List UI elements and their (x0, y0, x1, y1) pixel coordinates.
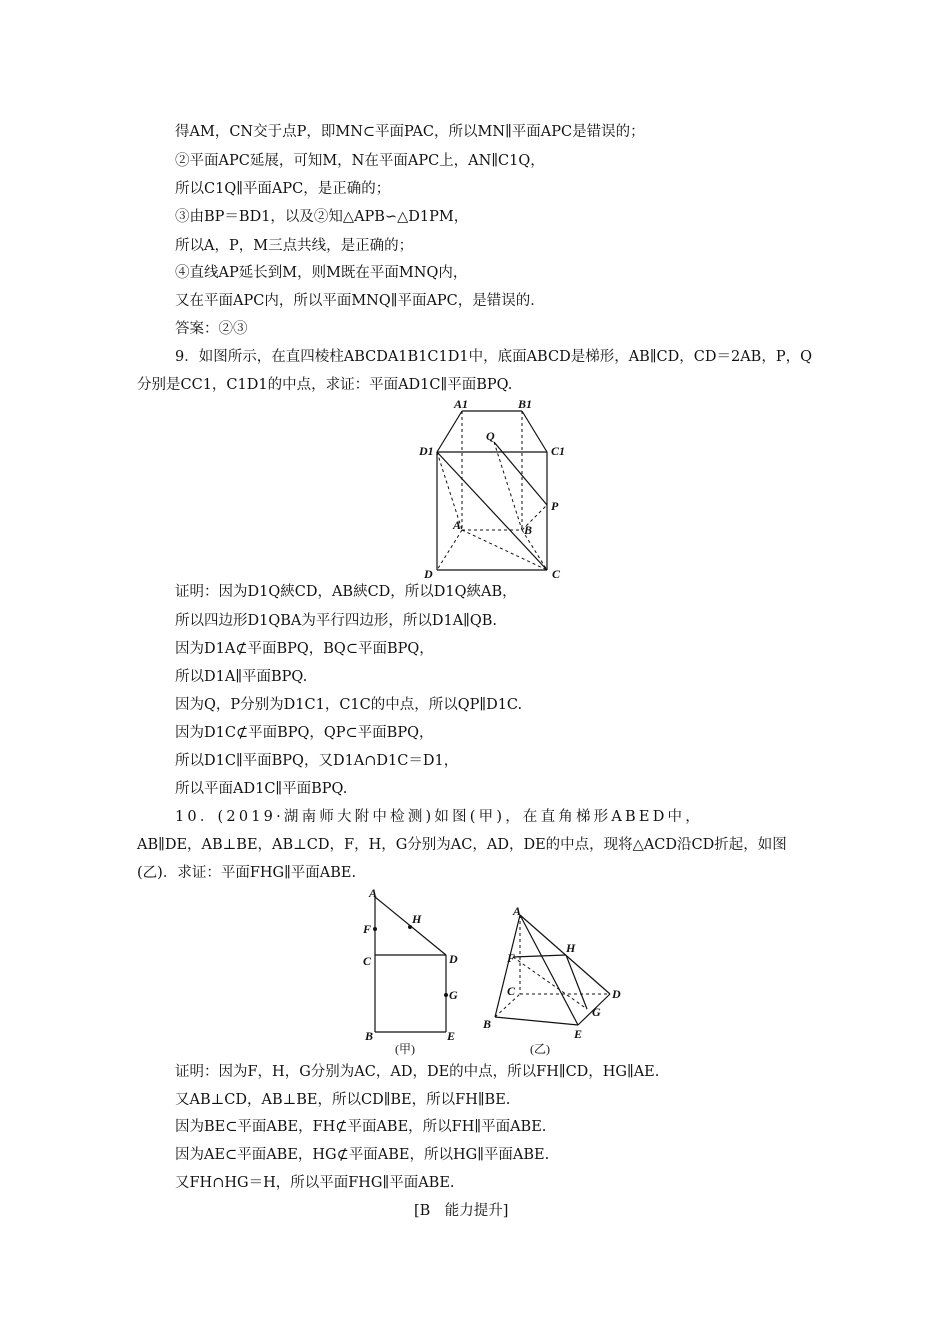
question-10-line-2: AB∥DE，AB⊥BE，AB⊥CD，F，H，G分别为AC，AD，DE的中点，现将△ACD沿CD折起，如图 (137, 837, 787, 853)
proof-9-line-5: 因为Q，P分别为D1C1，C1C的中点，所以QP∥D1C. (175, 697, 523, 713)
caption-yi: (乙) (530, 1042, 550, 1056)
answer-line: 答案：②③ (175, 321, 248, 337)
label-B: B (524, 523, 533, 537)
figure-prism (410, 392, 590, 584)
text-line-7: 又在平面APC内，所以平面MNQ∥平面APC，是错误的． (175, 293, 545, 309)
figure-trapezoid-fold (355, 885, 635, 1057)
label-D1: D1 (419, 444, 434, 458)
proof-10-line-5: 又FH∩HG＝H，所以平面FHG∥平面ABE. (175, 1175, 455, 1191)
section-heading: [B 能力提升] (414, 1203, 509, 1219)
proof-10-line-2: 又AB⊥CD，AB⊥BE，所以CD∥BE，所以FH∥BE. (175, 1092, 511, 1108)
left-label-E: E (447, 1029, 456, 1043)
right-label-B: B (483, 1017, 492, 1031)
label-C1: C1 (551, 444, 566, 458)
right-label-G: G (592, 1005, 601, 1019)
left-label-D: D (449, 952, 458, 966)
proof-9-line-2: 所以四边形D1QBA为平行四边形，所以D1A∥QB. (175, 613, 498, 629)
label-Q: Q (486, 429, 495, 443)
proof-9-line-8: 所以平面AD1C∥平面BPQ. (175, 781, 348, 797)
label-D: D (424, 567, 433, 581)
text-line-3: 所以C1Q∥平面APC，是正确的； (175, 181, 391, 197)
proof-10-line-1: 证明：因为F，H，G分别为AC，AD，DE的中点，所以FH∥CD，HG∥AE. (175, 1064, 660, 1080)
left-label-B: B (365, 1029, 374, 1043)
right-label-F: F (507, 951, 516, 965)
proof-10-line-4: 因为AE⊂平面ABE，HG⊄平面ABE，所以HG∥平面ABE. (175, 1147, 550, 1163)
right-label-C: C (507, 984, 516, 998)
proof-9-line-7: 所以D1C∥平面BPQ，又D1A∩D1C＝D1， (175, 753, 459, 769)
text-line-5: 所以A，P，M三点共线，是正确的； (175, 238, 414, 254)
right-label-E: E (574, 1027, 583, 1041)
left-label-F: F (363, 922, 372, 936)
proof-9-line-4: 所以D1A∥平面BPQ. (175, 669, 308, 685)
question-10-line-3: (乙)．求证：平面FHG∥平面ABE. (137, 865, 357, 881)
text-line-2: ②平面APC延展，可知M，N在平面APC上，AN∥C1Q， (175, 153, 545, 169)
right-label-D: D (612, 987, 621, 1001)
left-label-G: G (449, 988, 458, 1002)
question-9-line-2: 分别是CC1，C1D1的中点，求证：平面AD1C∥平面BPQ. (137, 377, 513, 393)
right-label-H: H (566, 941, 576, 955)
question-9-line-1: 9．如图所示，在直四棱柱ABCDA1B1C1D1中，底面ABCD是梯形，AB∥CD，CD＝2AB，P，Q (175, 349, 812, 365)
left-label-A: A (369, 886, 378, 900)
question-10-line-1: 10．(2019·湖南师大附中检测)如图(甲)，在直角梯形ABED中， (175, 809, 703, 825)
label-A1: A1 (454, 397, 469, 411)
left-label-C: C (363, 954, 372, 968)
text-line-6: ④直线AP延长到M，则M既在平面MNQ内， (175, 265, 468, 281)
label-P: P (551, 499, 559, 513)
caption-jia: (甲) (395, 1042, 415, 1056)
text-line-4: ③由BP＝BD1，以及②知△APB∽△D1PM， (175, 209, 469, 225)
proof-9-line-3: 因为D1A⊄平面BPQ，BQ⊂平面BPQ， (175, 641, 434, 657)
proof-9-line-1: 证明：因为D1Q綊CD，AB綊CD，所以D1Q綊AB， (175, 584, 517, 600)
label-A: A (453, 518, 462, 532)
text-line-1: 得AM，CN交于点P，即MN⊂平面PAC，所以MN∥平面APC是错误的； (175, 124, 645, 140)
label-C: C (552, 567, 561, 581)
right-label-A: A (513, 904, 522, 918)
label-B1: B1 (518, 397, 533, 411)
proof-10-line-3: 因为BE⊂平面ABE，FH⊄平面ABE，所以FH∥平面ABE. (175, 1119, 547, 1135)
proof-9-line-6: 因为D1C⊄平面BPQ，QP⊂平面BPQ， (175, 725, 434, 741)
left-label-H: H (412, 912, 422, 926)
